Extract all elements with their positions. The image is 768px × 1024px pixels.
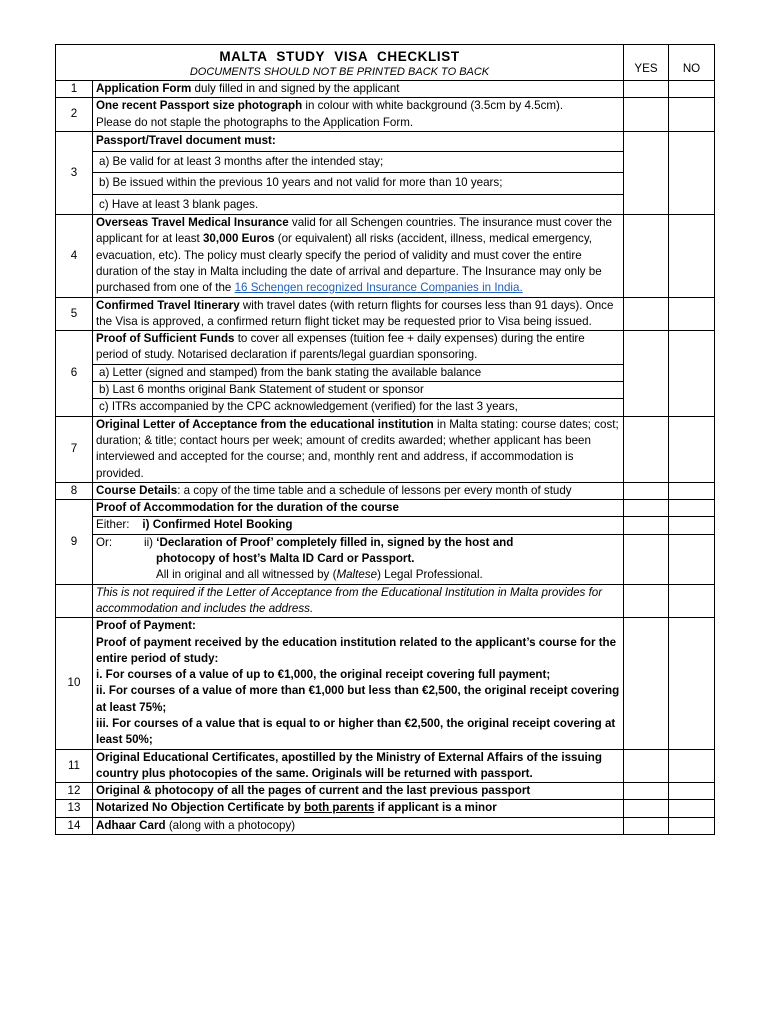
yes-checkbox-cell[interactable] [624,500,669,517]
row-bold: Confirmed Travel Itinerary [96,298,240,312]
no-checkbox-cell[interactable] [669,500,715,517]
no-checkbox-cell[interactable] [669,584,715,618]
row-text-line: ii. For courses of a value of more than €1,000 but less than €2,500, the original receipt covering at least 75%; [96,684,620,714]
yes-checkbox-cell[interactable] [624,584,669,618]
insurance-companies-link[interactable]: 16 Schengen recognized Insurance Companies in India. [234,281,523,295]
row-text-plain: in Malta stating: course dates; cost; duration; & title; contact hours per week; amount of credits awarded; whether applicant has been interviewed and accepted for the course; and, monthly rent and address, if accommodation is provided. [96,417,619,480]
yes-checkbox-cell[interactable] [624,331,669,416]
row-text [93,749,624,783]
row-bold: i) Confirmed Hotel Booking [142,518,293,532]
row-number: 13 [56,800,93,817]
row-text-plain: with travel dates (with return flights for courses less than 91 days). Once the Visa is approved, a confirmed return flight ticket may be requested prior to Visa being issued. [96,298,614,328]
table-subrow [56,152,715,173]
yes-checkbox-cell[interactable] [624,517,669,534]
row-number-empty [56,584,93,618]
row-number: 12 [56,783,93,800]
table-row [56,297,715,331]
table-row [56,482,715,499]
table-subrow [56,194,715,214]
row-text-plain: by the Ministry of External Affairs of the issuing country plus photocopies of the same. Originals will be returned with passport. [96,750,602,780]
row-text [93,215,624,297]
table-subrow [56,173,715,194]
table-subrow [56,364,715,381]
row-bold: Original Letter of Acceptance from the educational institution [96,417,434,431]
no-checkbox-cell[interactable] [669,331,715,416]
row-text [93,500,624,517]
row-text [93,416,624,482]
row-text [93,297,624,331]
yes-checkbox-cell[interactable] [624,98,669,132]
table-row [56,331,715,365]
row-text-underlined: both parents [304,801,375,815]
row-number: 14 [56,817,93,834]
row-bold: Original Educational Certificates, apostilled [96,750,336,764]
no-checkbox-cell[interactable] [669,81,715,98]
no-checkbox-cell[interactable] [669,749,715,783]
row-bold: ‘Declaration of Proof’ [156,535,274,549]
table-row [56,584,715,618]
table-row [56,215,715,297]
header-row [56,45,715,81]
no-column-header: NO [669,45,715,81]
table-row [56,783,715,800]
subitem-a: a) Letter (signed and stamped) from the bank stating the available balance [93,364,624,381]
row-number: 7 [56,416,93,482]
row-bold: Application Form [96,82,192,95]
no-checkbox-cell[interactable] [669,98,715,132]
row-bold: Original & photocopy [96,784,214,798]
subitem-b: b) Last 6 months original Bank Statement of student or sponsor [93,382,624,399]
yes-checkbox-cell[interactable] [624,783,669,800]
row-bold: Proof of Payment: [96,619,196,633]
table-row [56,800,715,817]
no-checkbox-cell[interactable] [669,817,715,834]
table-row [56,500,715,517]
row-bold: 30,000 Euros [202,232,275,246]
yes-column-header: YES [624,45,669,81]
row-number: 5 [56,297,93,331]
row-number: 10 [56,618,93,749]
table-row [56,131,715,151]
accommodation-note: This is not required if the Letter of Acceptance from the Educational Institution in Malta provides for accommodation and includes the address. [93,584,624,618]
row-bold: Notarized No Objection Certificate [96,801,285,815]
subitem-c: c) ITRs accompanied by the CPC acknowledgement (verified) for the last 3 years, [93,399,624,416]
row-text-plain: of all the pages of current and the last previous passport [213,784,531,798]
row-number: 8 [56,482,93,499]
row-text [93,81,624,98]
yes-checkbox-cell[interactable] [624,81,669,98]
no-checkbox-cell[interactable] [669,482,715,499]
table-subrow [56,399,715,416]
no-checkbox-cell[interactable] [669,618,715,749]
or-option [93,534,624,584]
yes-checkbox-cell[interactable] [624,749,669,783]
table-subrow [56,534,715,584]
row-text-plain: ii) [144,535,157,549]
row-bold: completely filled in, signed by the host and [273,535,514,549]
row-bold: Overseas Travel Medical Insurance [96,216,289,230]
row-number: 9 [56,500,93,584]
row-text-line: Proof of payment received by the education institution related to the applicant’s course for the entire period of study: [96,635,617,665]
row-bold: for the duration of the course [234,501,399,515]
yes-checkbox-cell[interactable] [624,416,669,482]
row-bold: Proof of Accommodation [96,501,235,515]
row-text [93,783,624,800]
row-number: 2 [56,98,93,132]
yes-checkbox-cell[interactable] [624,297,669,331]
yes-checkbox-cell[interactable] [624,482,669,499]
yes-checkbox-cell[interactable] [624,131,669,214]
yes-checkbox-cell[interactable] [624,534,669,584]
row-text-plain: ) Legal Professional. [377,568,483,582]
row-text [93,817,624,834]
row-text-italic: Maltese [336,568,378,582]
no-checkbox-cell[interactable] [669,783,715,800]
checklist-table [55,44,715,835]
document-subtitle: DOCUMENTS SHOULD NOT BE PRINTED BACK TO BACK [189,66,490,78]
yes-checkbox-cell[interactable] [624,215,669,297]
row-number: 3 [56,131,93,214]
row-text [93,800,624,817]
table-subrow [56,382,715,399]
subitem-b: b) Be issued within the previous 10 years and not valid for more than 10 years; [93,173,624,194]
no-checkbox-cell[interactable] [669,517,715,534]
no-checkbox-cell[interactable] [669,800,715,817]
header-cell [56,45,624,81]
row-text-plain: duly filled in and signed by the applicant [191,82,400,95]
row-text-plain: All in original and all witnessed by ( [156,568,337,582]
row-text-plain: in colour with white background (3.5cm by 4.5cm). [302,99,564,113]
checklist-document [55,44,714,835]
no-checkbox-cell[interactable] [669,534,715,584]
row-number: 11 [56,749,93,783]
row-text-plain: valid for all Schengen countries. The insurance must cover the applicant for at least [96,216,612,246]
or-label: Or: [96,535,113,549]
subitem-c: c) Have at least 3 blank pages. [93,194,624,214]
table-row [56,817,715,834]
row-text [93,482,624,499]
row-text [93,131,624,151]
either-option [93,517,624,534]
row-text [93,98,624,132]
table-row [56,749,715,783]
row-text-plain: by [284,801,305,815]
table-row [56,81,715,98]
either-label: Either: [96,518,130,532]
row-text-line: i. For courses of a value of up to €1,000, the original receipt covering full payment; [96,668,551,682]
table-row [56,416,715,482]
row-text-line: photocopy of host’s Malta ID Card or Passport. [156,552,415,566]
row-number: 1 [56,81,93,98]
row-number: 6 [56,331,93,416]
row-bold: Passport/Travel document must: [96,133,276,147]
row-text-plain: to cover all expenses (tuition fee + daily expenses) during the entire period of study. Notarised declaration if parents/legal guardian sponsoring. [96,332,585,362]
row-text-line: Please do not staple the photographs to the Application Form. [96,115,414,129]
row-number: 4 [56,215,93,297]
row-text-plain: (along with a photocopy) [165,818,296,832]
no-checkbox-cell[interactable] [669,215,715,297]
no-checkbox-cell[interactable] [669,297,715,331]
yes-checkbox-cell[interactable] [624,817,669,834]
table-row [56,618,715,749]
row-bold: One recent Passport size photograph [96,99,303,113]
row-text [93,618,624,749]
row-text-plain: (or equivalent) all risks (accident, illness, medical emergency, evacuation, etc). The policy must clearly specify the period of validity and must cover the entire duration of the stay in Malta including the date of arrival and departure. The Insurance may only be purchased from one of the [96,232,602,295]
no-checkbox-cell[interactable] [669,416,715,482]
yes-checkbox-cell[interactable] [624,800,669,817]
no-checkbox-cell[interactable] [669,131,715,214]
row-bold: Proof of Sufficient Funds [96,332,235,346]
row-text-plain: : a copy of the time table and a schedule of lessons per every month of study [177,483,572,497]
yes-checkbox-cell[interactable] [624,618,669,749]
row-bold: Course Details [96,483,178,497]
table-subrow [56,517,715,534]
row-text [93,331,624,365]
table-row [56,98,715,132]
row-text-plain: if applicant is a minor [374,801,497,815]
row-bold: Adhaar Card [96,818,166,832]
row-text-line: iii. For courses of a value that is equal to or higher than €2,500, the original receipt covering at least 50%; [96,716,616,747]
document-title: MALTA STUDY VISA CHECKLIST [219,49,460,64]
subitem-a: a) Be valid for at least 3 months after the intended stay; [93,152,624,173]
